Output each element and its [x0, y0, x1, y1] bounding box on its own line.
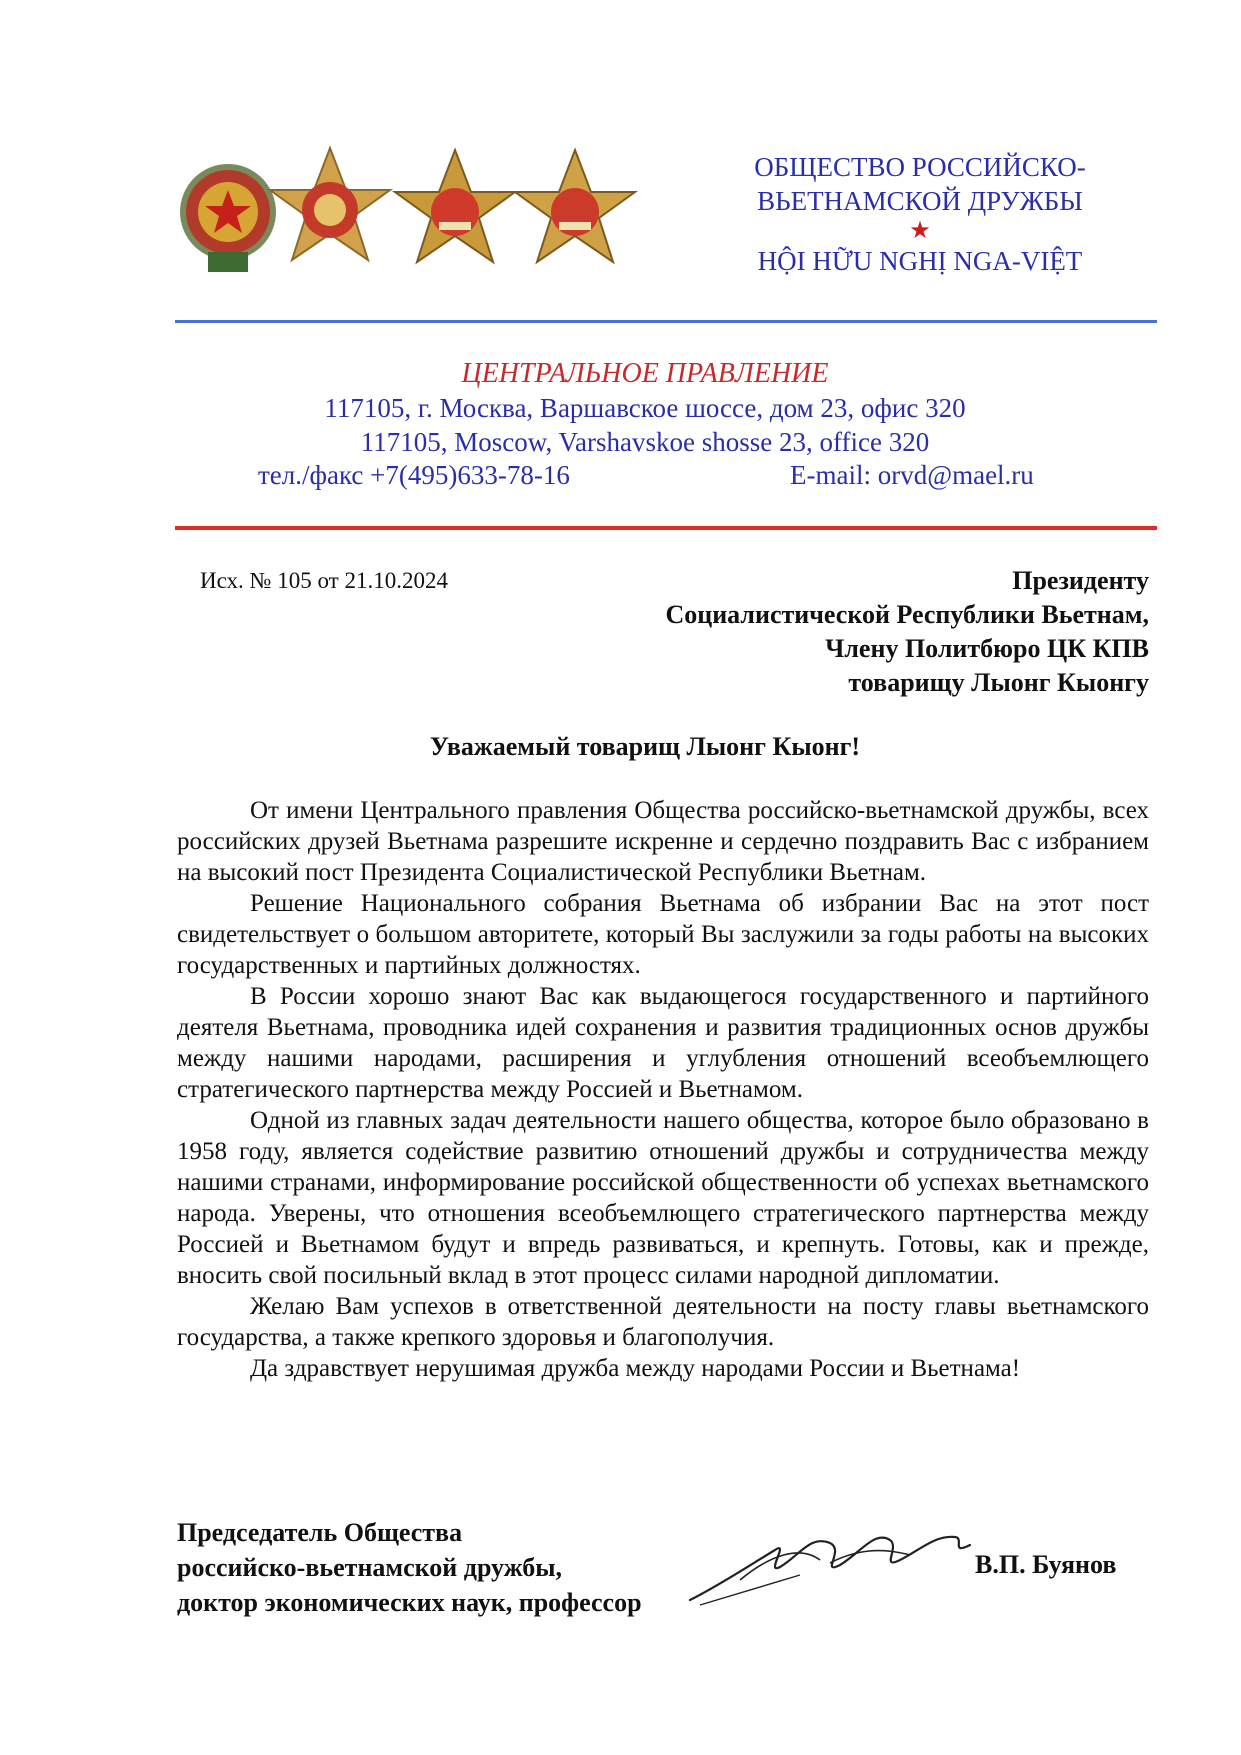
body-paragraph: В России хорошо знают Вас как выдающегося государственного и партийного деятеля Вьетнама, проводника идей сохранения и развития традиционных основ дружбы между нашими народами, расширения и углубления отношений всеобъемлющего стратегического партнерства между Россией и Вьетнамом.: [177, 983, 1149, 1103]
medals-emblem: [180, 140, 690, 290]
outgoing-reference: Исх. № 105 от 21.10.2024: [200, 568, 448, 593]
addressee-block: [665, 564, 1149, 700]
round-medal-icon: [180, 164, 276, 272]
email-link[interactable]: E-mail: orvd@mael.ru: [790, 460, 1034, 490]
addressee-line: Президенту: [1012, 566, 1149, 595]
salutation: Уважаемый товарищ Лыонг Кыонг!: [429, 732, 861, 761]
addressee-line: Социалистической Республики Вьетнам,: [665, 600, 1149, 629]
office-title: ЦЕНТРАЛЬНОЕ ПРАВЛЕНИЕ: [461, 358, 829, 389]
red-divider: [175, 526, 1157, 530]
phone-fax: тел./факс +7(495)633-78-16: [258, 460, 570, 490]
org-name-ru-line1: ОБЩЕСТВО РОССИЙСКО-: [754, 152, 1086, 182]
signatory-name: В.П. Буянов: [975, 1550, 1117, 1579]
org-name-ru-line2: ВЬЕТНАМСКОЙ ДРУЖБЫ: [757, 186, 1083, 216]
star-medal-icon: [515, 150, 635, 262]
address-ru: 117105, г. Москва, Варшавское шоссе, дом 23, офис 320: [324, 393, 966, 423]
handwritten-signature: [680, 1505, 980, 1615]
body-paragraph: Желаю Вам успехов в ответственной деятельности на посту главы вьетнамского государства, а также крепкого здоровья и благополучия.: [177, 1293, 1149, 1351]
signatory-title-line: российско-вьетнамской дружбы,: [177, 1553, 563, 1582]
signatory-title-line: Председатель Общества: [177, 1518, 463, 1547]
blue-divider: [175, 320, 1157, 323]
org-name-block: [700, 150, 1140, 278]
body-paragraph: От имени Центрального правления Общества российско-вьетнамской дружбы, всех российских друзей Вьетнама разрешите искренне и сердечно поздравить Вас с избранием на высокий пост Президента Социалистической Республики Вьетнам.: [177, 797, 1149, 886]
body-paragraph: Одной из главных задач деятельности нашего общества, которое было образовано в 1958 году, является содействие развитию отношений дружбы и сотрудничества между нашими странами, информирование российской общественности об успехах вьетнамского народа. Уверены, что отношения всеобъемлющего стратегического партнерства между Россией и Вьетнамом будут и впредь развиваться, и крепнуть. Готовы, как и прежде, вносить свой посильный вклад в этот процесс силами народной дипломатии.: [177, 1107, 1149, 1289]
signatory-title: [177, 1515, 642, 1620]
letter-body: [177, 795, 1149, 1384]
addressee-line: Члену Политбюро ЦК КПВ: [825, 634, 1149, 663]
star-medal-icon: [395, 150, 515, 262]
star-medal-icon: [270, 148, 390, 260]
org-name-vn: HỘI HỮU NGHỊ NGA-VIỆT: [757, 246, 1083, 276]
body-paragraph: Да здравствует нерушимая дружба между народами России и Вьетнама!: [250, 1355, 1021, 1382]
body-paragraph: Решение Национального собрания Вьетнама об избрании Вас на этот пост свидетельствует о большом авторитете, который Вы заслужили за годы работы на высоких государственных и партийных должностях.: [177, 890, 1149, 979]
addressee-line: товарищу Лыонг Кыонгу: [848, 668, 1149, 697]
address-en: 117105, Moscow, Varshavskoe shosse 23, office 320: [360, 427, 930, 457]
red-star-icon: ★: [909, 218, 931, 244]
signatory-title-line: доктор экономических наук, профессор: [177, 1588, 642, 1617]
